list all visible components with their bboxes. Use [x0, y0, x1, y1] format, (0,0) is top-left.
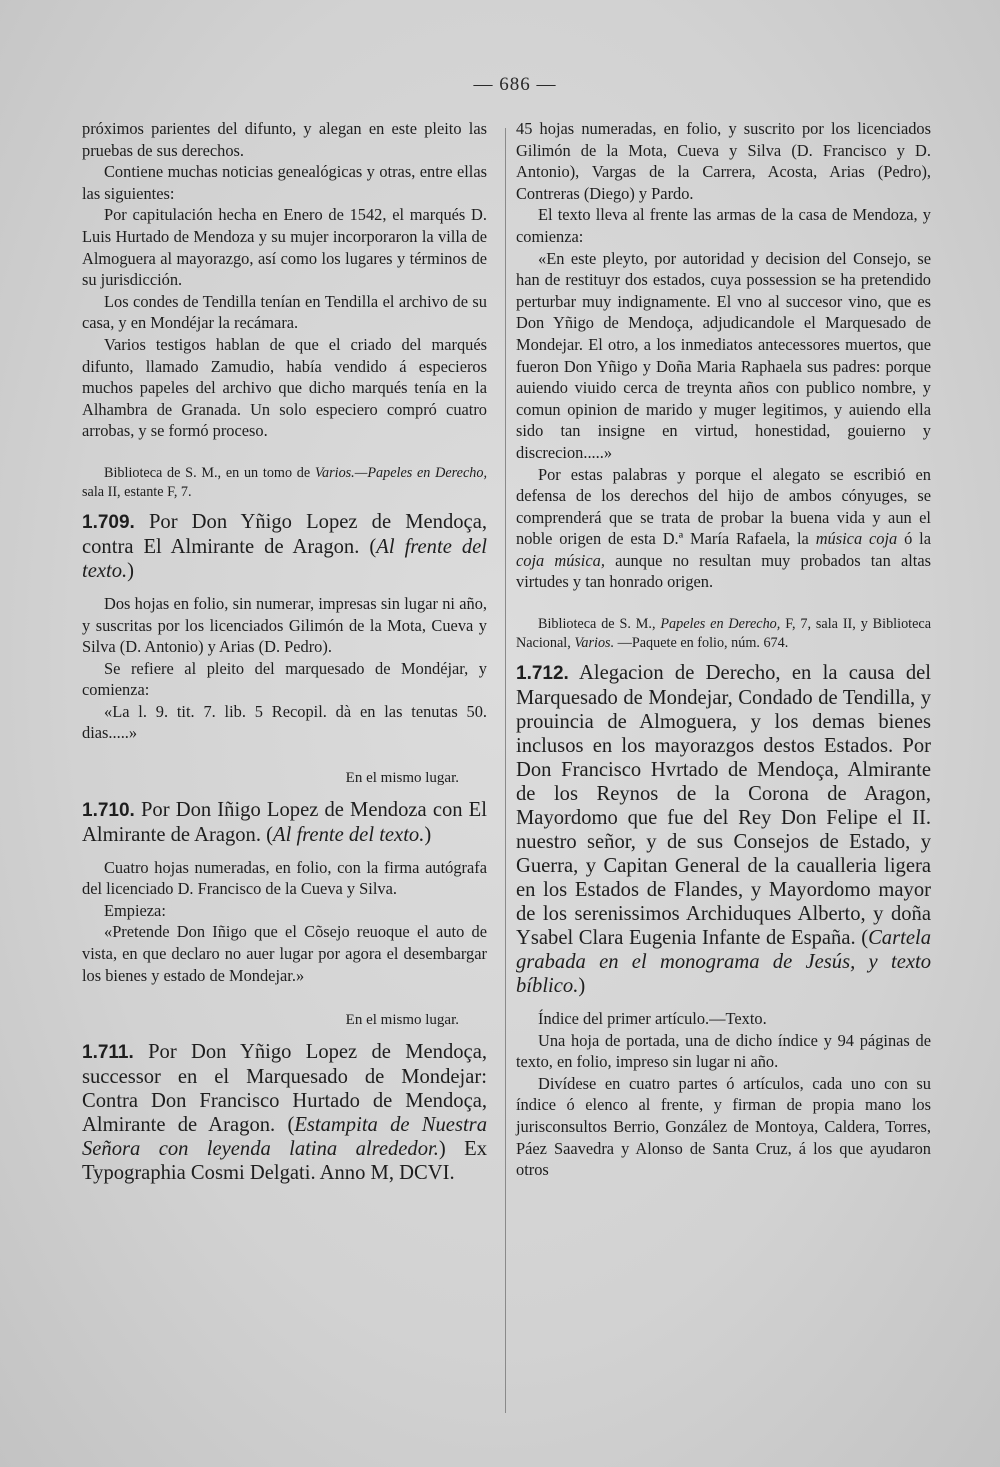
location-note: En el mismo lugar.	[345, 1012, 459, 1029]
entry-1710: 1.710. Por Don Iñigo Lopez de Mendoza con El Almirante de Aragon. (Al frente del texto.)	[82, 798, 487, 846]
right-column	[516, 118, 931, 1181]
entry-1709: 1.709. Por Don Yñigo Lopez de Mendoça, contra El Almirante de Aragon. (Al frente del texto.)	[82, 510, 488, 582]
column-divider	[505, 128, 506, 1413]
paragraph: Por estas palabras y porque el alegato se escribió en defensa de los derechos del hijo de ambos cónyuges, se comprenderá que se trata de probar la buena vida y aun el noble origen de esta D.ª María Rafaela, la música coja ó la coja música, aunque no resultan muy probados tan altas virtudes y tan honrado origen.	[516, 464, 931, 592]
paragraph: Divídese en cuatro partes ó artículos, cada uno con su índice ó elenco al frente, y firman de propia mano los jurisconsultos Berrio, González de Montoya, Caldera, Torres, Páez Saavedra y Alonso de Santa Cruz, á los que ayudaron otros	[516, 1073, 931, 1180]
entry-number: 1.709.	[82, 511, 135, 533]
paragraph: Por capitulación hecha en Enero de 1542, el marqués D. Luis Hurtado de Mendoza y su mujer incorporaron la villa de Almoguera al mayorazgo, así como los lugares y términos de su jurisdicción.	[82, 205, 487, 290]
paragraph: 45 hojas numeradas, en folio, y suscrito por los licenciados Gilimón de la Mota, Cueva y Silva (D. Francisco y D. Antonio), Vargas de la Carrera, Acosta, Arias (Pedro), Contreras (Diego) y Pardo.	[516, 119, 931, 203]
paragraph: Varios testigos hablan de que el criado del marqués difunto, llamado Zamudio, había vendido á especieros muchos papeles del archivo que dicho marqués tenía en la Alhambra de Granada. Un solo especiero compró cuatro arrobas, y se formó proceso.	[82, 334, 487, 441]
quotation: «Pretende Don Iñigo que el Cõsejo reuoque el auto de vista, en que declaro no auer lugar por agora el desembargar los bienes y estado de Mondejar.»	[82, 922, 487, 985]
paragraph: Índice del primer artículo.—Texto.	[538, 1009, 767, 1029]
paragraph: Empieza:	[104, 900, 166, 920]
entry-number: 1.710.	[82, 799, 135, 821]
entry-number: 1.711.	[82, 1041, 134, 1063]
location-note: En el mismo lugar.	[345, 770, 459, 787]
quotation: «En este pleyto, por autoridad y decision del Consejo, se han de restituyr dos estados, cuya possession se ha pretendido perturbar muy indignamente. El vno al succesor vino, que es Don Yñigo de Mendoça, adjudicandole el Marquesado de Mondejar. El otro, a los inmediatos antecessores muertos, que fueron Don Yñigo y Doña Maria Raphaela sus padres: porque auiendo viuido cerca de treynta años con publico nombre, y comun opinion de marido y muger legitimos, y auiendo ella sido tan insigne en virtud, honestidad, gouierno y discrecion.....»	[516, 248, 931, 462]
bibliographic-note: Biblioteca de S. M., Papeles en Derecho, F, 7, sala II, y Biblioteca Nacional, Varios. —Paquete en folio, núm. 674.	[516, 616, 931, 652]
paragraph: Una hoja de portada, una de dicho índice y 94 páginas de texto, en folio, impreso sin lugar ni año.	[516, 1030, 931, 1072]
paragraph: Contiene muchas noticias genealógicas y otras, entre ellas las siguientes:	[82, 162, 487, 203]
entry-number: 1.712.	[516, 663, 569, 685]
bibliographic-note: Biblioteca de S. M., en un tomo de Varios.—Papeles en Derecho, sala II, estante F, 7.	[82, 464, 487, 500]
quotation: «La l. 9. tit. 7. lib. 5 Recopil. dà en las tenutas 50. dias.....»	[82, 701, 487, 743]
paragraph: próximos parientes del difunto, y alegan en este pleito las pruebas de sus derechos.	[82, 119, 487, 160]
left-column	[82, 118, 487, 1185]
paragraph: Cuatro hojas numeradas, en folio, con la firma autógrafa del licenciado D. Francisco de la Cueva y Silva.	[82, 857, 487, 899]
paragraph: Los condes de Tendilla tenían en Tendilla el archivo de su casa, y en Mondéjar la recámara.	[82, 291, 487, 333]
entry-1712: 1.712. Alegacion de Derecho, en la causa del Marquesado de Mondejar, Condado de Tendilla, y prouincia de Almoguera, y los demas bienes inclusos en los mayorazgos destos Estados. Por Don Francisco Hvrtado de Mendoça, Almirante de los Reynos de la Corona de Aragon, Mayordomo que fue del Rey Don Felipe el II. nuestro señor, y de sus Consejos de Estado, y Guerra, y Capitan General de la caualleria ligera en los Estados de Flandes, y Mayordomo mayor de los serenissimos Archiduques Alberto, y doña Ysabel Clara Eugenia Infante de España. (Cartela grabada en el monograma de Jesús, y texto bíblico.)	[516, 662, 931, 998]
paragraph: Se refiere al pleito del marquesado de Mondéjar, y comienza:	[82, 658, 487, 700]
paragraph: El texto lleva al frente las armas de la casa de Mendoza, y comienza:	[516, 205, 931, 246]
page-number: — 686 —	[473, 74, 557, 95]
entry-1711: 1.711. Por Don Yñigo Lopez de Mendoça, successor en el Marquesado de Mondejar: Contra Don Francisco Hurtado de Mendoça, Almirante de Aragon. (Estampita de Nuestra Señora con leyenda latina alrededor.) Ex Typographia Cosmi Delgati. Anno M, DCVI.	[82, 1040, 487, 1184]
paragraph: Dos hojas en folio, sin numerar, impresas sin lugar ni año, y suscritas por los licenciados Gilimón de la Mota, Cueva y Silva (D. Antonio) y Arias (D. Pedro).	[82, 593, 487, 657]
